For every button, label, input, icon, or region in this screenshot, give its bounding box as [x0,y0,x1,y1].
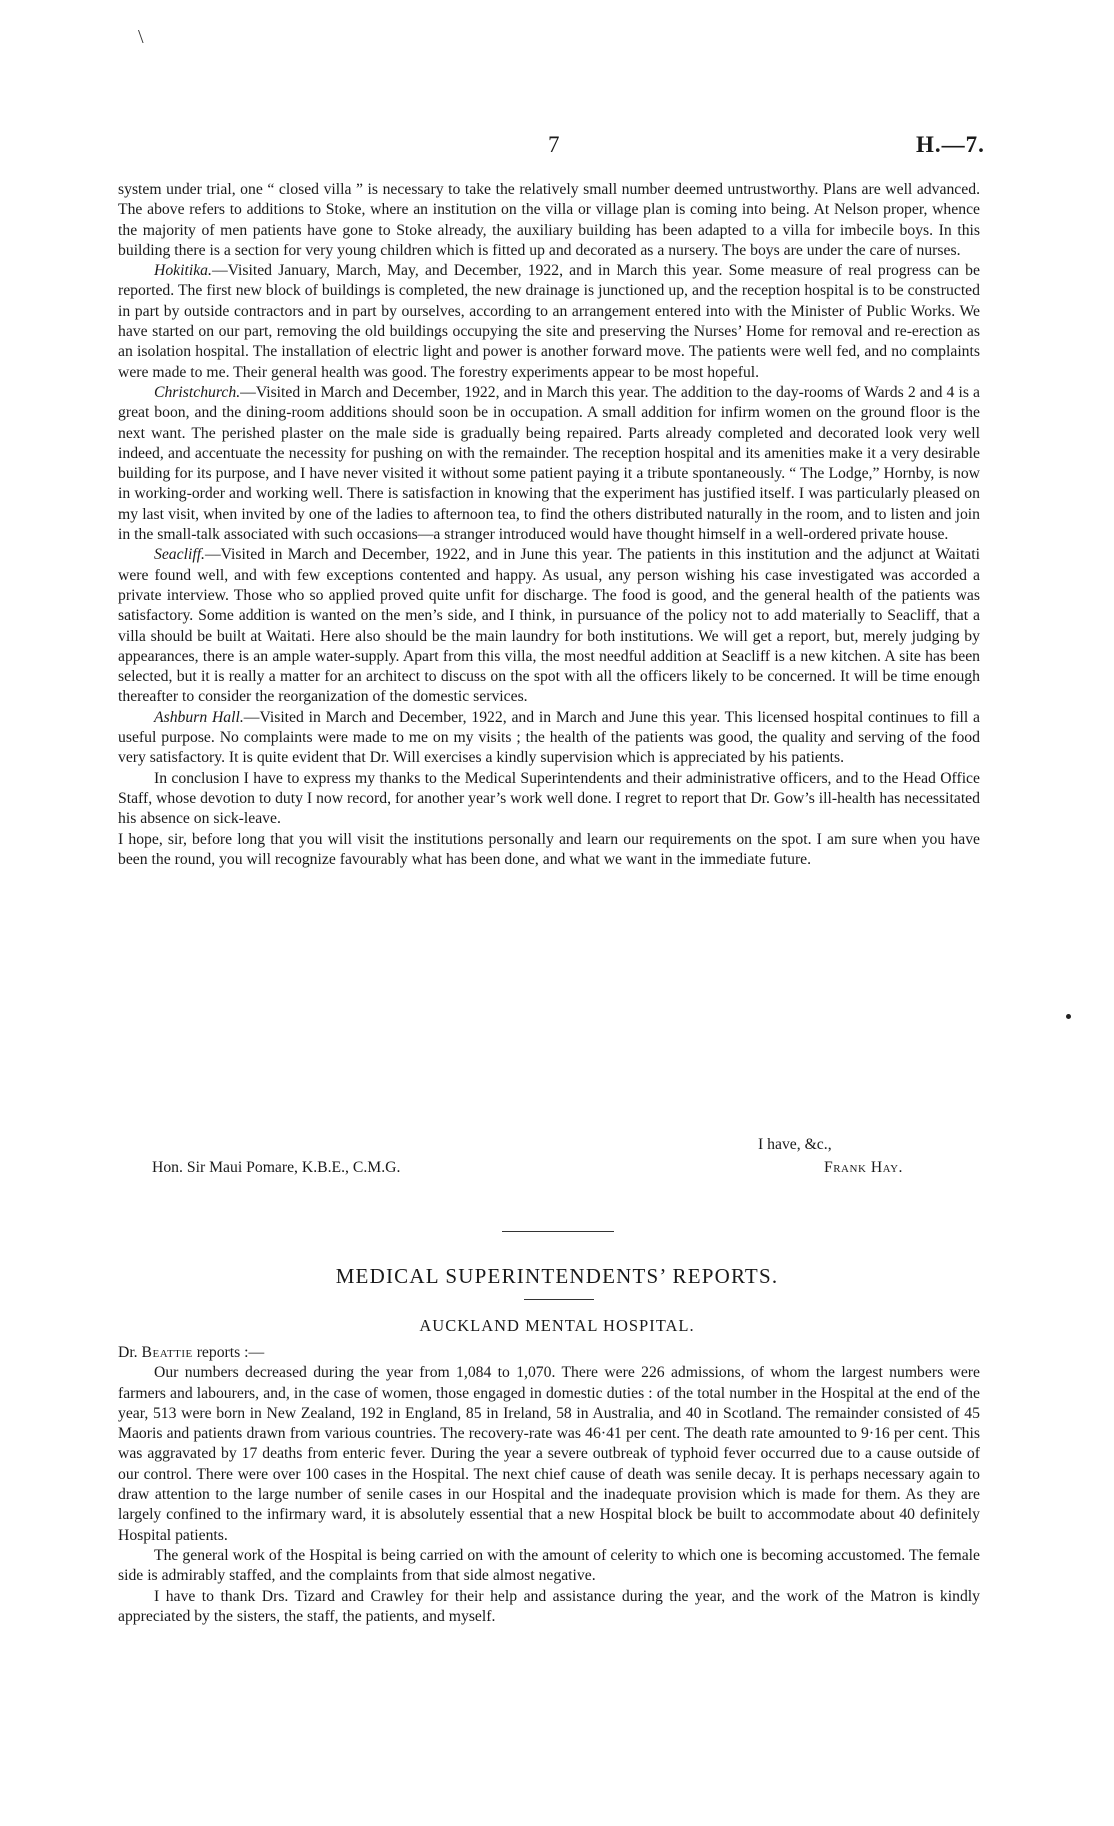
report-paragraph-3: I have to thank Drs. Tizard and Crawley for their help and assistance during the year, and the work of the Matron is kindly appreciated by the sisters, the staff, the patients, and myself. [118,1587,980,1625]
signature-name: Frank Hay. [824,1159,903,1176]
hokitika-text: —Visited January, March, May, and December, 1922, and in March this year. Some measure of real progress can be reported. The first new block of buildings is completed, the new drainage is junctioned up, and the reception hospital is to be constructed in part by outside contractors and in part by ourselves, according to an arrangement entered into with the Minister of Public Works. We have started on our part, removing the old buildings occupying the site and preserving the Nurses’ Home for removal and re-erection as an isolation hospital. The installation of electric light and power is another forward move. The patients were well fed, and no complaints were made to me. Their general health was good. The forestry experiments appear to be most hopeful. [118,262,980,381]
seacliff-text: —Visited in March and December, 1922, and in June this year. The patients in this institution and the adjunct at Waitati were found well, and with few exceptions contented and happy. As usual, any person wishing his case investigated was accorded a private interview. Those who so applied proved quite unfit for discharge. The food is good, and the general health of the patients was satisfactory. Some addition is wanted on the men’s side, and I think, in pursuance of the policy not to add materially to Seacliff, that a villa should be built at Waitati. Here also should be the main laundry for both institutions. We will get a report, but, merely judging by appearances, there is an ample water-supply. Apart from this villa, the most needful addition at Seacliff is a new kitchen. A site has been selected, but it is really a matter for an architect to discuss on the spot with all the officers likely to be concerned. It will be time enough thereafter to consider the reorganization of the domestic services. [118,546,980,706]
paragraph-intro: system under trial, one “ closed villa ” is necessary to take the relatively small number deemed untrustworthy. Plans are well advanced. The above refers to additions to Stoke, where an institution on the villa or village plan is coming into being. At Nelson proper, whence the majority of men patients have gone to Stoke already, the auxiliary building has been adapted to a villa for imbecile boys. In this building there is a section for very young children which is fitted up and decorated as a nursery. The boys are under the care of nurses. [118,181,980,259]
sign-off: I have, &c., [758,1136,832,1153]
section-divider [502,1231,614,1232]
section-subtitle: AUCKLAND MENTAL HOSPITAL. [419,1316,695,1335]
title-underline [524,1299,594,1300]
section-heading-hokitika: Hokitika. [154,262,212,280]
reporter-name: Beattie [141,1344,193,1361]
page-number: 7 [548,132,560,157]
christchurch-text: —Visited in March and December, 1922, and in March this year. The addition to the day-rooms of Wards 2 and 4 is a great boon, and the dining-room additions should soon be in occupation. A small addition for infirm women on the ground floor is the next want. The perished plaster on the male side is gradually being repaired. Parts already completed and decorated look very well indeed, and accentuate the necessity for pushing on with the remainder. The reception hospital and its amenities make it a very desirable building for its purpose, and I have never visited it without some patient paying it a tribute spontaneously. “ The Lodge,” Hornby, is now in working-order and working well. There is satisfaction in knowing that the experiment has justified itself. I was particularly pleased on my last visit, when invited by one of the ladies to afternoon tea, to find the others distributed naturally in the room, and to listen and join in the small-talk associated with such occasions—a stranger introduced would have thought himself in a well-ordered private house. [118,383,980,544]
reporter-line [118,1343,980,1363]
paragraph-christchurch [118,383,980,545]
inspector-report-body [118,180,980,870]
report-paragraph-2: The general work of the Hospital is being carried on with the amount of celerity to which one is becoming accustomed. The female side is admirably staffed, and the complaints from that side almost negative. [118,1546,980,1585]
addressee: Hon. Sir Maui Pomare, K.B.E., C.M.G. [152,1159,401,1176]
ashburn-hall-text: —Visited in March and December, 1922, and in March and June this year. This licensed hospital continues to fill a useful purpose. No complaints were made to me on my visits ; the health of the patients was good, the quality and serving of the food very satisfactory. It is quite evident that Dr. Will exercises a kindly supervision which is appreciated by his patients. [118,708,980,767]
reporter-prefix: Dr. [118,1344,142,1361]
paragraph-seacliff [118,545,980,707]
stray-mark: \ [138,26,144,48]
document-code: H.—7. [916,132,985,157]
section-title: MEDICAL SUPERINTENDENTS’ REPORTS. [335,1264,779,1288]
section-heading-christchurch: Christchurch. [154,383,241,401]
paragraph-hokitika [118,261,980,383]
section-heading-seacliff: Seacliff. [154,546,205,564]
paragraph-conclusion: In conclusion I have to express my thanks to the Medical Superintendents and their administrative officers, and to the Head Office Staff, whose devotion to duty I now record, for another year’s work well done. I regret to report that Dr. Gow’s ill-health has necessitated his absence on sick-leave. [118,769,980,828]
section-heading-ashburn-hall: Ashburn Hall. [154,708,244,726]
reporter-suffix: reports :— [192,1344,265,1361]
margin-dot [1066,1014,1071,1019]
report-paragraph-1: Our numbers decreased during the year from 1,084 to 1,070. There were 226 admissions, of whom the largest numbers were farmers and labourers, and, in the case of women, those engaged in domestic duties : of the total number in the Hospital at the end of the year, 513 were born in New Zealand, 192 in England, 85 in Ireland, 58 in Australia, and 40 in Scotland. The remainder consisted of 45 Maoris and patients drawn from various countries. The recovery-rate was 46·41 per cent. The death rate amounted to 9·16 per cent. This was aggravated by 17 deaths from enteric fever. During the year a severe outbreak of typhoid fever occurred due to a cause outside of our control. There were over 100 cases in the Hospital. The next chief cause of death was senile decay. It is perhaps necessary again to draw attention to the large number of senile cases in our Hospital and the inadequate provision which is made for them. As they are largely confined to the infirmary ward, it is absolutely essential that a new Hospital block be built to accommodate about 40 definitely Hospital patients. [118,1364,980,1544]
auckland-report-body [118,1343,980,1627]
paragraph-ashburn-hall [118,708,980,769]
paragraph-final: I hope, sir, before long that you will visit the institutions personally and learn our requirements on the spot. I am sure when you have been the round, you will recognize favourably what has been done, and what we want in the immediate future. [118,830,980,868]
